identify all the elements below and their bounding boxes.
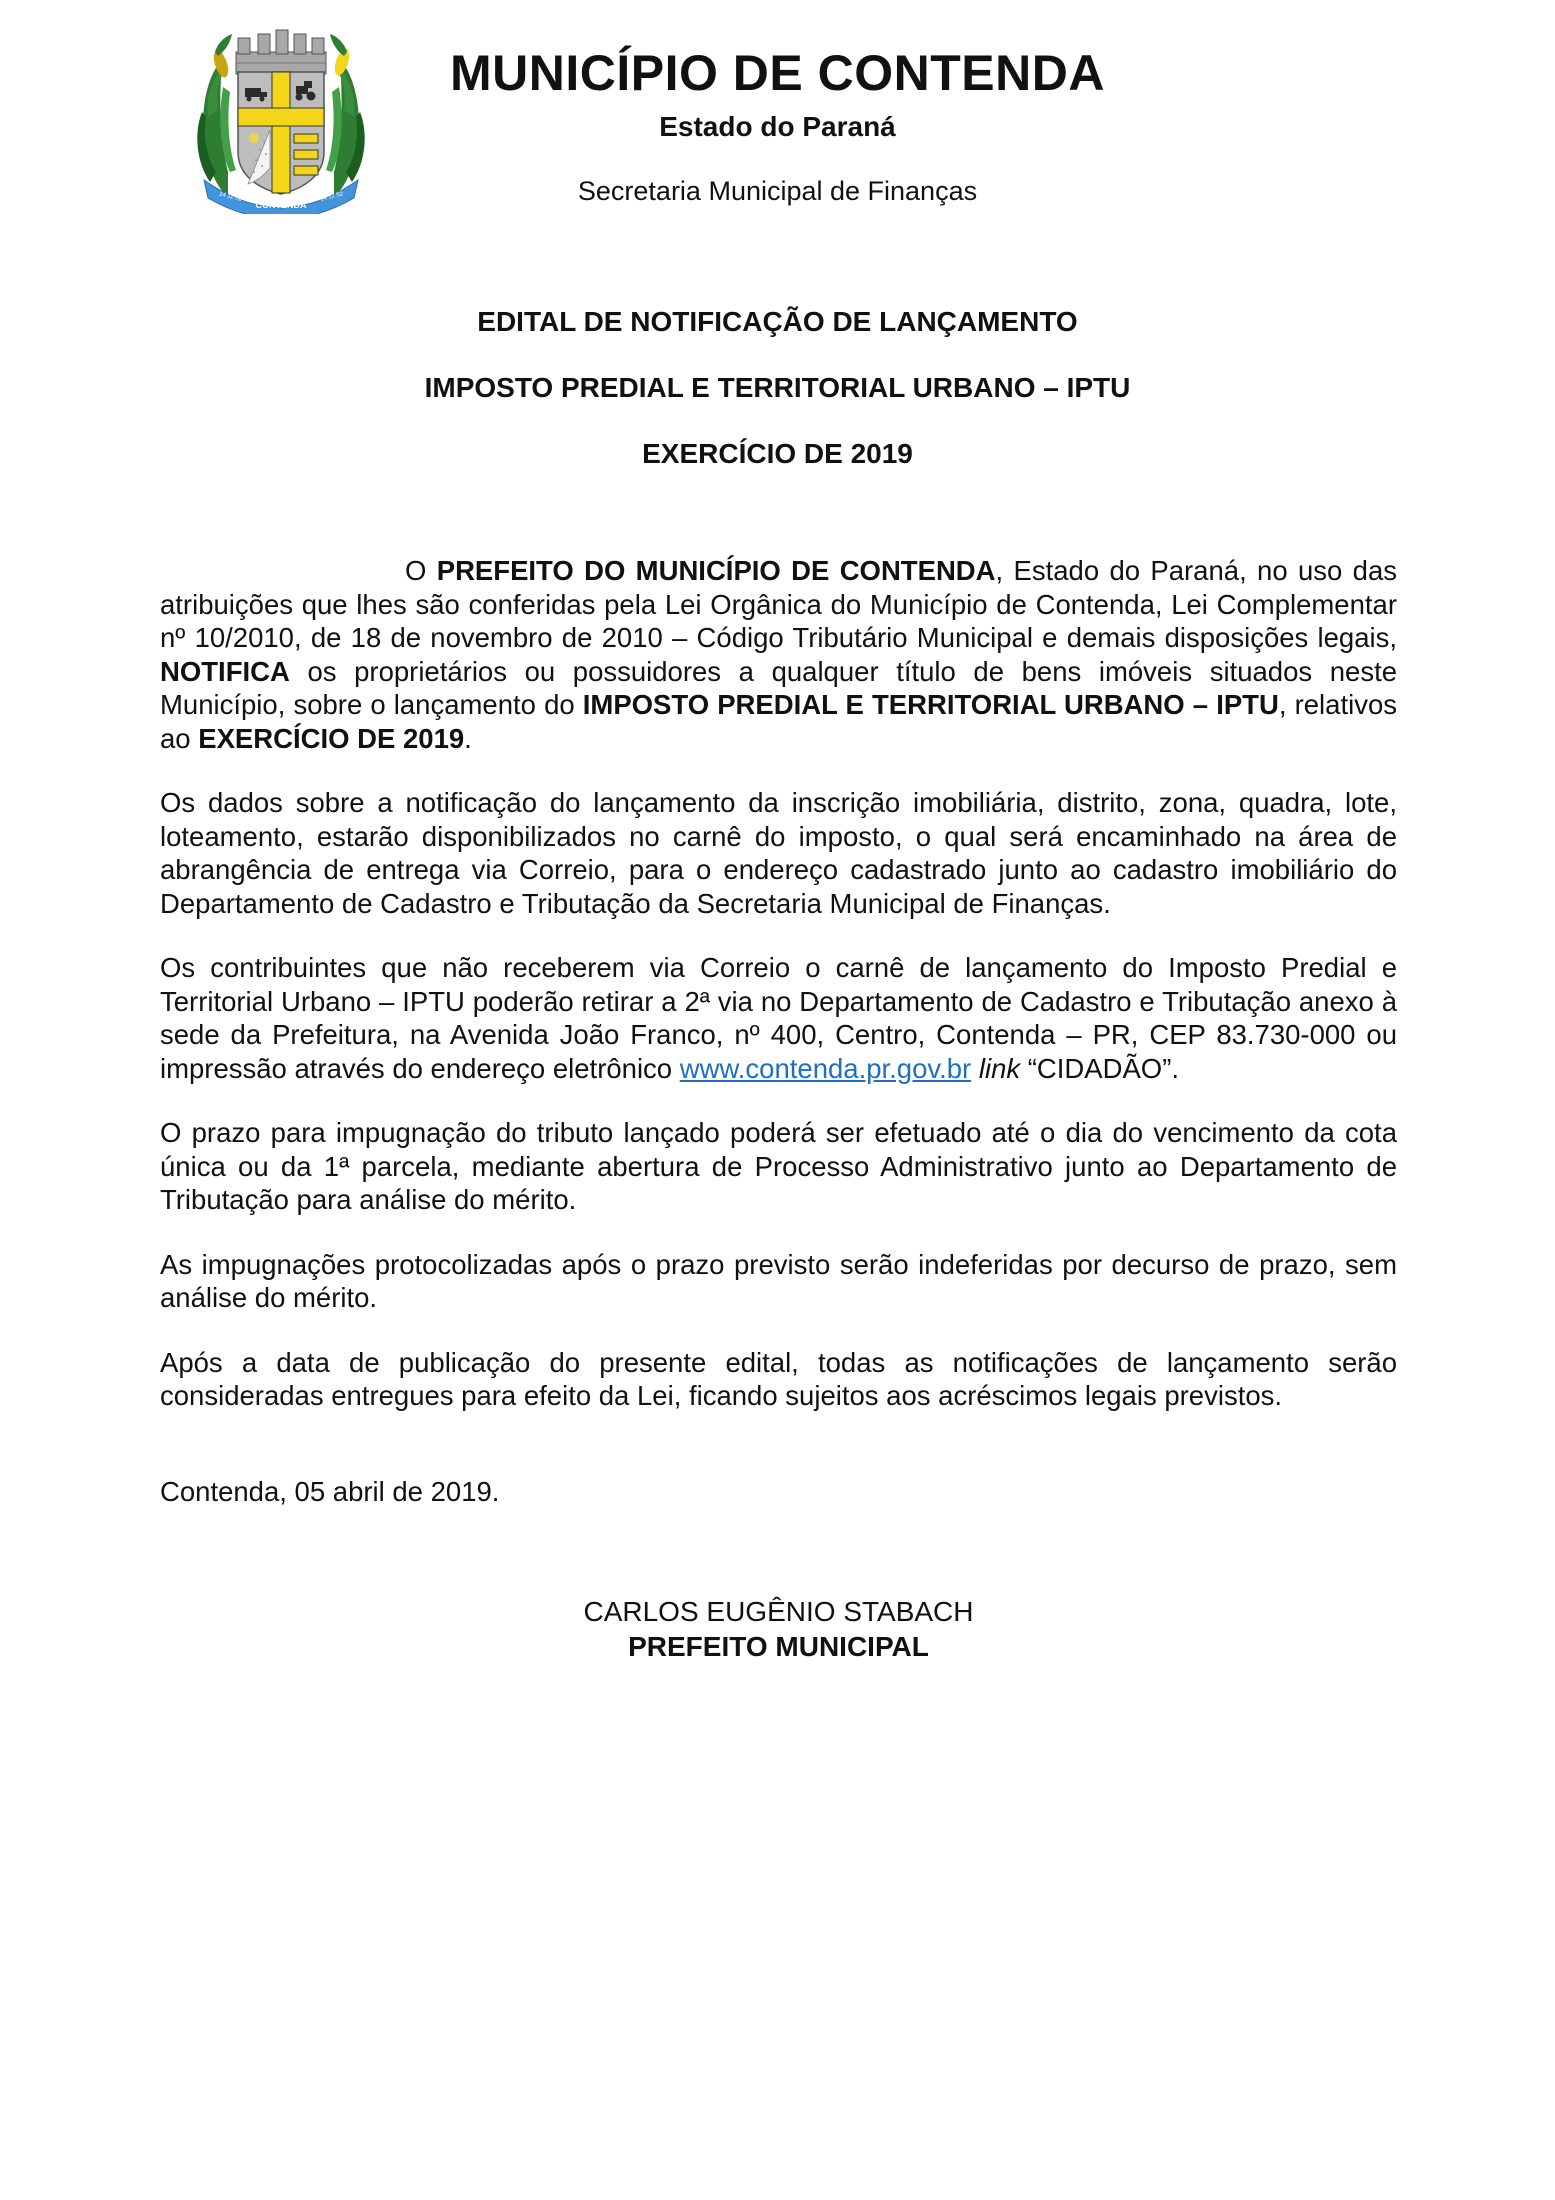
date-place-line: Contenda, 05 abril de 2019. [160, 1475, 500, 1507]
signature-role: PREFEITO MUNICIPAL [628, 1631, 929, 1662]
state-name: Estado do Paraná [659, 111, 896, 142]
ribbon-center-text: CONTENDA [255, 200, 307, 210]
ribbon-right-text: 14 12 52 [319, 191, 344, 203]
iptu-title: IMPOSTO PREDIAL E TERRITORIAL URBANO – IPTU [424, 372, 1131, 403]
document-titles [0, 306, 1555, 470]
signature-block [160, 1594, 1397, 1664]
department-name: Secretaria Municipal de Finanças [577, 176, 978, 206]
corn-stalk-left-icon [197, 34, 236, 197]
mural-crown-icon [236, 30, 326, 74]
paragraph-impugnacoes-indeferidas: As impugnações protocolizadas após o prazo previsto serão indeferidas por decurso de prazo, sem análise do mérito. [160, 1248, 1397, 1313]
ribbon-left-text: 14 11 51 [218, 191, 243, 203]
banner-icons [294, 134, 318, 175]
signature-name: CARLOS EUGÊNIO STABACH [583, 1596, 974, 1627]
paragraph-contribuintes-segunda-via: Os contribuintes que não receberem via Correio o carnê de lançamento do Imposto Predial e Territorial Urbano – IPTU poderão retirar a 2ª via no Departamento de Cadastro e Tributação anexo à sede da Prefeitura, na Avenida João Franco, nº 400, Centro, Contenda – PR, CEP 83.730-000 ou impressão através do endereço eletrônico www.contenda.pr.gov.br link “CIDADÃO”. [160, 952, 1397, 1084]
document-content [0, 554, 1555, 1664]
corn-stalk-right-icon [326, 34, 365, 197]
paragraph-publicacao-efeitos: Após a data de publicação do presente edital, todas as notificações de lançamento serão consideradas entregues para efeito da Lei, ficando sujeitos aos acréscimos legais previstos. [160, 1346, 1397, 1411]
paragraph-prazo-impugnacao: O prazo para impugnação do tributo lançado poderá ser efetuado até o dia do vencimento da cota única ou da 1ª parcela, mediante abertura de Processo Administrativo junto ao Departamento de Tributação para análise do mérito. [160, 1117, 1397, 1215]
website-link[interactable]: www.contenda.pr.gov.br [679, 1052, 972, 1084]
municipality-name: MUNICÍPIO DE CONTENDA [450, 45, 1105, 101]
shield-icon [238, 72, 324, 194]
edital-title: EDITAL DE NOTIFICAÇÃO DE LANÇAMENTO [477, 306, 1078, 337]
contenda-coat-of-arms-logo [190, 22, 372, 214]
paragraph-prefeito-notifica: O PREFEITO DO MUNICÍPIO DE CONTENDA, Estado do Paraná, no uso das atribuições que lhes são conferidas pela Lei Orgânica do Município de Contenda, Lei Complementar nº 10/2010, de 18 de novembro de 2010 – Código Tributário Municipal e demais disposições legais, NOTIFICA os proprietários ou possuidores a qualquer título de bens imóveis situados neste Município, sobre o lançamento do IMPOSTO PREDIAL E TERRITORIAL URBANO – IPTU, relativos ao EXERCÍCIO DE 2019. [160, 555, 1398, 754]
exercise-title: EXERCÍCIO DE 2019 [642, 438, 913, 469]
paragraph-dados-notificacao: Os dados sobre a notificação do lançamento da inscrição imobiliária, distrito, zona, quadra, lote, loteamento, estarão disponibilizados no carnê do imposto, o qual será encaminhado na área de abrangência de entrega via Correio, para o endereço cadastrado junto ao cadastro imobiliário do Departamento de Cadastro e Tributação da Secretaria Municipal de Finanças. [160, 787, 1397, 919]
